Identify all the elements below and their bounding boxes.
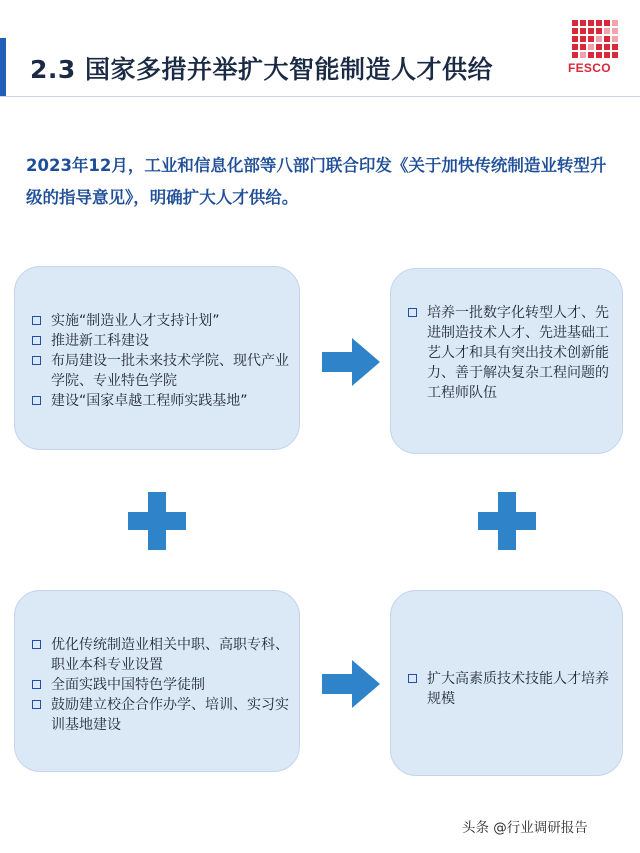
square-bullet-icon	[408, 674, 417, 683]
measures-list	[29, 635, 291, 735]
outcome-box-bottom-right	[390, 590, 623, 776]
square-bullet-icon	[32, 336, 41, 345]
list-item: 鼓励建立校企合作办学、培训、实习实训基地建设	[29, 695, 291, 735]
square-bullet-icon	[32, 700, 41, 709]
page-title: 2.3 国家多措并举扩大智能制造人才供给	[30, 55, 493, 84]
list-item: 实施“制造业人才支持计划”	[29, 311, 291, 331]
fesco-logo	[568, 20, 626, 75]
list-item: 建设“国家卓越工程师实践基地”	[29, 391, 291, 411]
list-item: 全面实践中国特色学徒制	[29, 675, 291, 695]
right-arrow-icon	[322, 660, 382, 708]
square-bullet-icon	[32, 316, 41, 325]
outcome-list	[405, 303, 611, 403]
title-divider	[0, 96, 640, 97]
square-bullet-icon	[32, 356, 41, 365]
logo-text: FESCO	[568, 61, 611, 75]
list-item: 优化传统制造业相关中职、高职专科、职业本科专业设置	[29, 635, 291, 675]
list-item: 推进新工科建设	[29, 331, 291, 351]
square-bullet-icon	[32, 640, 41, 649]
square-bullet-icon	[32, 396, 41, 405]
plus-icon	[128, 492, 186, 550]
logo-dot-grid	[572, 20, 626, 58]
plus-icon	[478, 492, 536, 550]
footer-watermark: 头条 @行业调研报告	[462, 820, 588, 836]
list-item: 扩大高素质技术技能人才培养规模	[405, 669, 611, 709]
measures-box-bottom-left	[14, 590, 300, 772]
right-arrow-icon	[322, 338, 382, 386]
outcome-box-top-right	[390, 268, 623, 454]
measures-list	[29, 311, 291, 411]
square-bullet-icon	[32, 680, 41, 689]
list-item: 布局建设一批未来技术学院、现代产业学院、专业特色学院	[29, 351, 291, 391]
measures-box-top-left	[14, 266, 300, 450]
intro-paragraph: 2023年12月，工业和信息化部等八部门联合印发《关于加快传统制造业转型升级的指导意见》，明确扩大人才供给。	[26, 156, 607, 207]
outcome-list	[405, 669, 611, 709]
square-bullet-icon	[408, 308, 417, 317]
list-item: 培养一批数字化转型人才、先进制造技术人才、先进基础工艺人才和具有突出技术创新能力、善于解决复杂工程问题的工程师队伍	[405, 303, 611, 403]
title-accent-bar	[0, 38, 6, 96]
